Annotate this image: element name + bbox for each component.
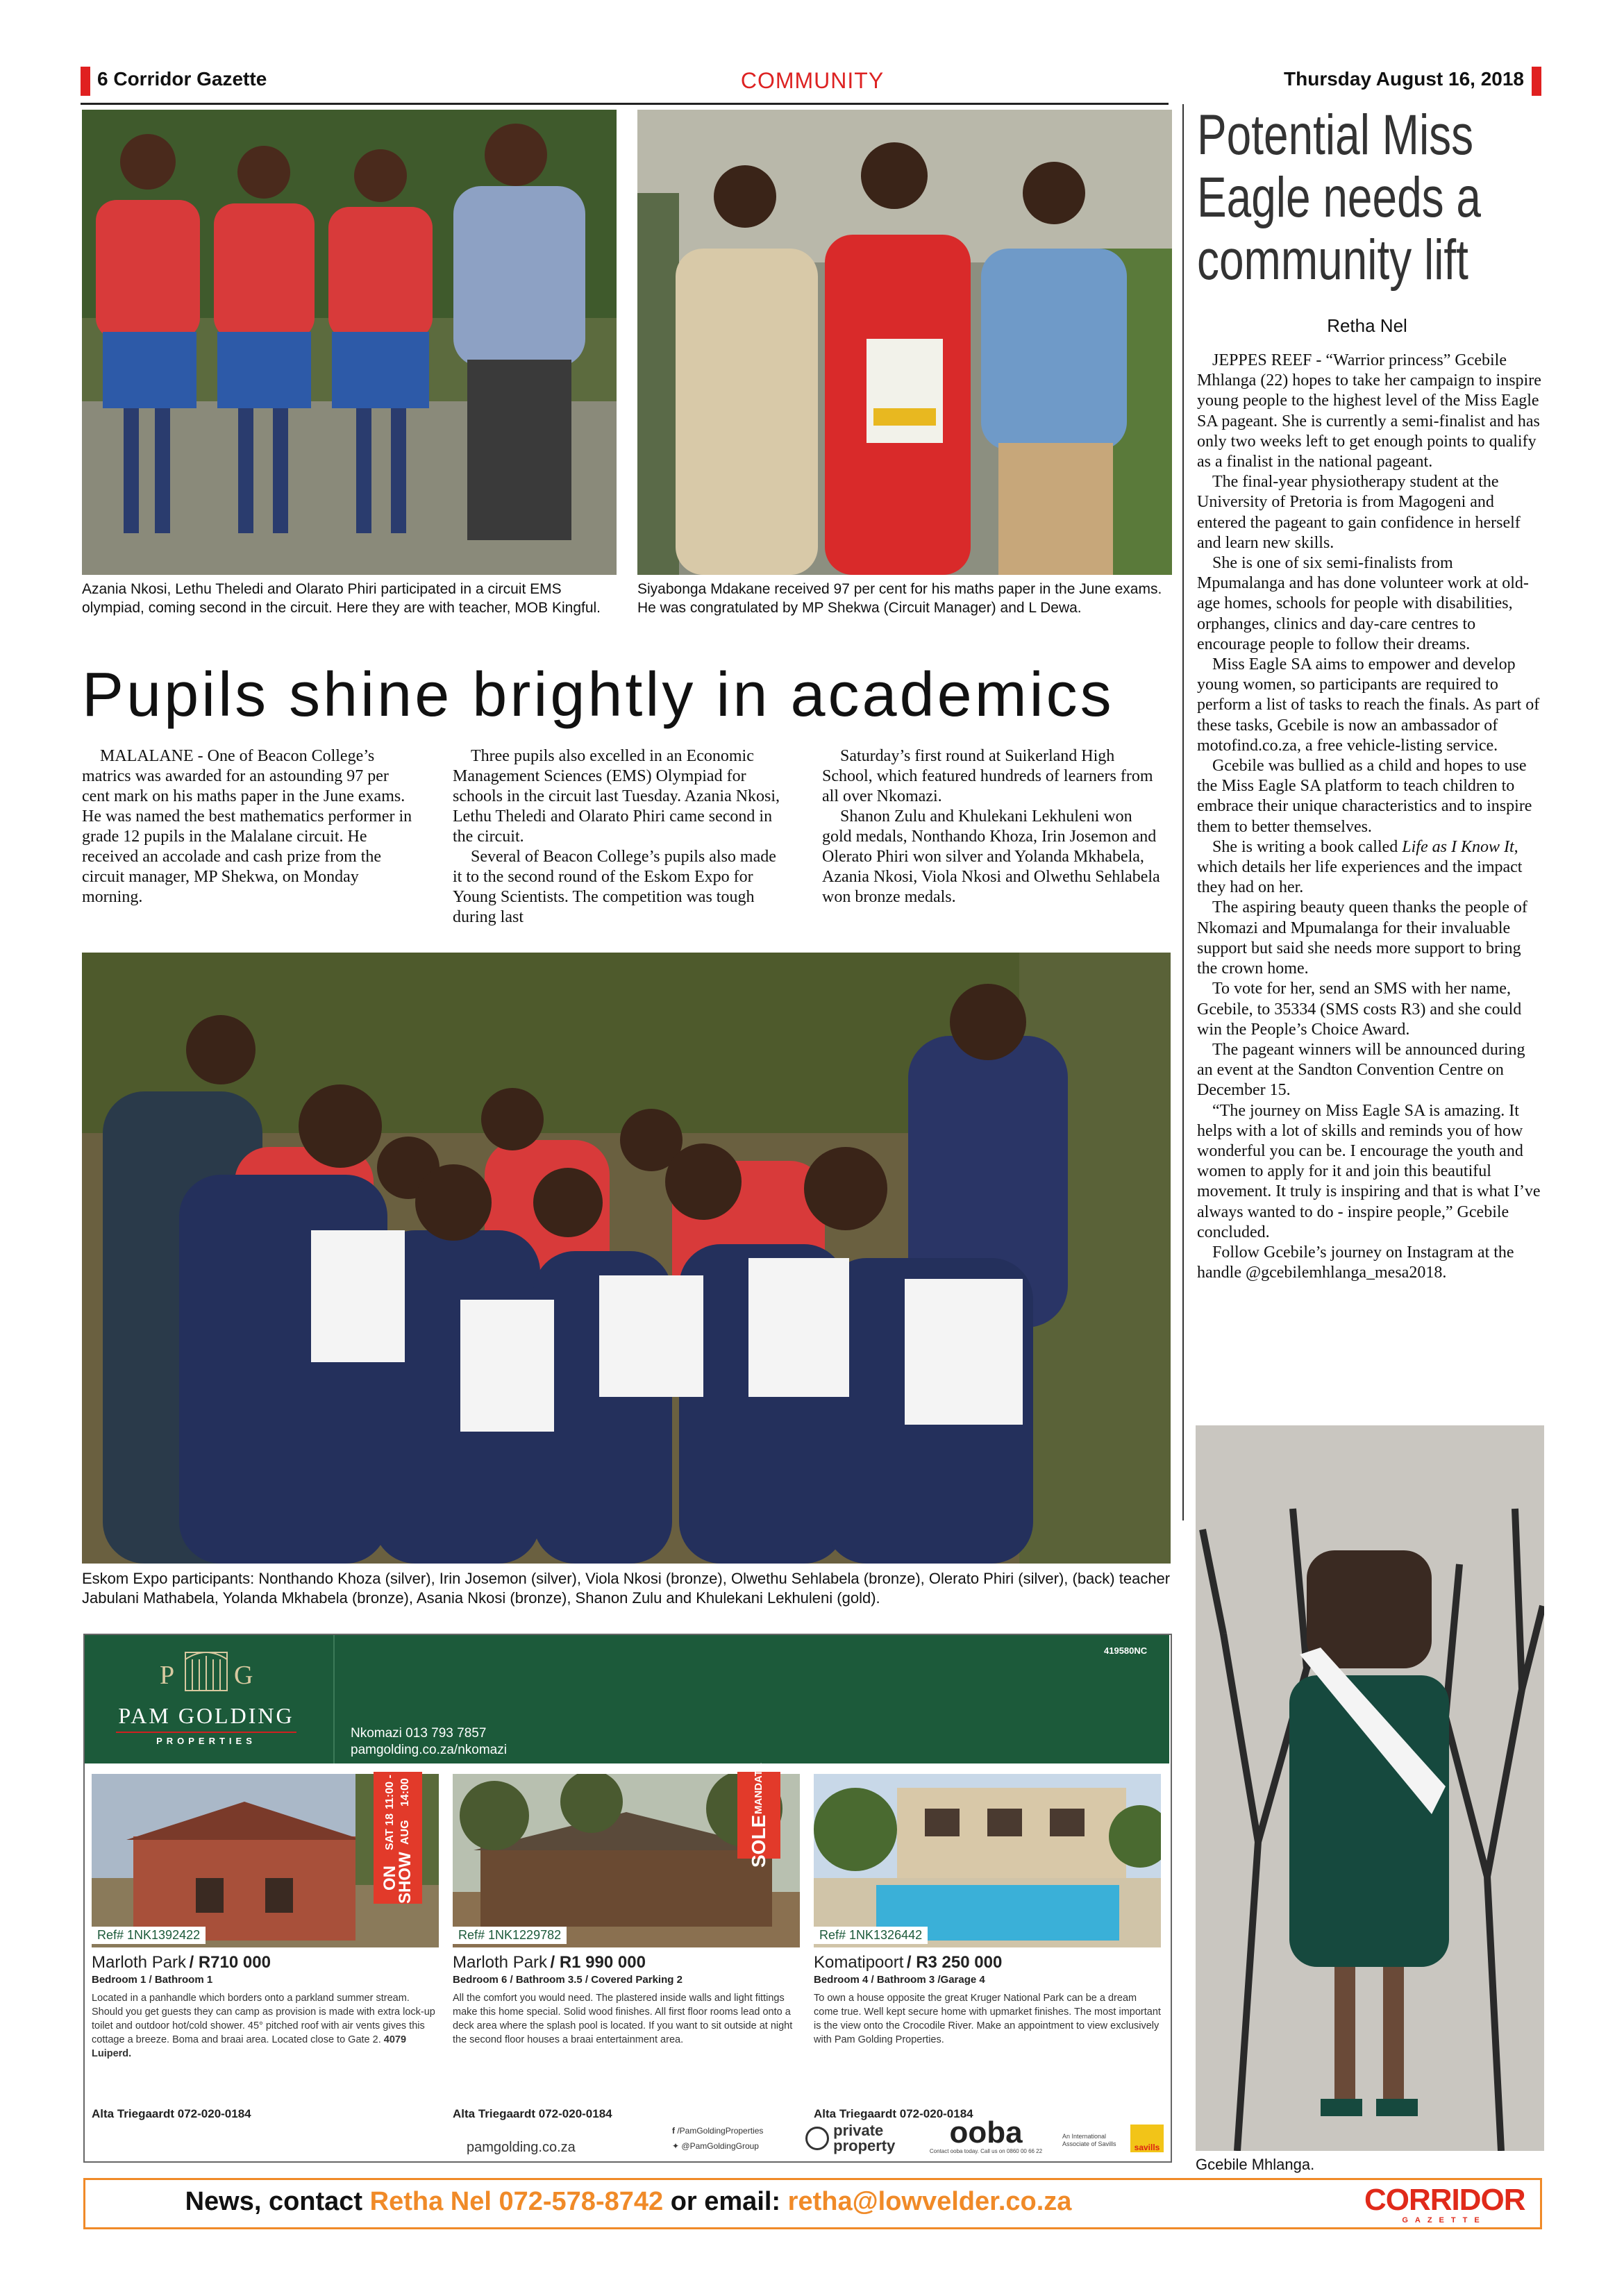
section-label: COMMUNITY: [740, 68, 885, 93]
on-show-badge: [374, 1772, 422, 1904]
advert-url: pamgolding.co.za/nkomazi: [351, 1743, 507, 1757]
paragraph: She is one of six semi-finalists from Mpumalanga and has done volunteer work at old-age homes, schools for people with disabilities, orphanges, clinics and day-care centres to encourage people to follow their dreams.: [1197, 554, 1529, 653]
listing-ref: Ref# 1NK1229782: [453, 1927, 567, 1944]
badge-line: SAT 18 AUG: [384, 1813, 411, 1851]
paragraph: MALALANE - One of Beacon College’s matrics was awarded for an astounding 97 per cent mark on his maths paper in the June exams. He was named the best mathematics performer in grade 12 pupils in the Malalane circuit. He received an accolade and cash prize from the circuit manager, MP Shekwa, on Monday morning.: [82, 747, 412, 906]
listing-price: / R3 250 000: [906, 1953, 1003, 1972]
paragraph: Saturday’s first round at Suikerland High School, which featured hundreds of learners from all over Nkomazi.: [822, 747, 1153, 805]
paragraph: Follow Gcebile’s journey on Instagram at the handle @gcebilemhlanga_mesa2018.: [1197, 1243, 1514, 1282]
footer-middle: or email:: [670, 2187, 781, 2216]
header-rule: [81, 103, 1169, 105]
footer-phone[interactable]: Retha Nel 072-578-8742: [369, 2187, 664, 2216]
photo-olympiad-pupils: [82, 110, 617, 575]
advert-site[interactable]: pamgolding.co.za: [467, 2140, 576, 2155]
svg-text:G: G: [234, 1661, 253, 1690]
listing-agent: Alta Triegaardt 072-020-0184: [453, 2107, 612, 2120]
listing-place: Komatipoort: [814, 1953, 904, 1972]
side-byline: Retha Nel: [1327, 315, 1407, 336]
advert-social: [672, 2123, 763, 2154]
paragraph: Several of Beacon College’s pupils also made it to the second round of the Eskom Expo for Young Scientists. The competition was tough during last: [453, 848, 776, 926]
paragraph: Three pupils also excelled in an Economic Management Sciences (EMS) Olympiad for schools in the circuit last Tuesday. Azania Nkosi, Lethu Theledi and Olarato Phiri came second in the circuit.: [453, 747, 780, 846]
paragraph: Gcebile was bullied as a child and hopes to use the Miss Eagle SA platform to teach children to embrace their unique characteristics and to inspire them to better themselves.: [1197, 757, 1532, 836]
footer-prefix: News, contact: [185, 2187, 363, 2216]
listing-desc: [92, 1991, 439, 2061]
header-accent-right: [1532, 67, 1541, 96]
column-divider: [1182, 104, 1184, 1520]
footer-email[interactable]: retha@lowvelder.co.za: [787, 2187, 1072, 2216]
listing-ref: Ref# 1NK1326442: [814, 1927, 928, 1944]
pam-golding-logo: [92, 1645, 321, 1757]
private-property-text: private property: [833, 2122, 896, 2154]
page-label: 6 Corridor Gazette: [97, 68, 267, 90]
pam-golding-crest-icon: [92, 1645, 321, 1694]
listing-agent: Alta Triegaardt 072-020-0184: [92, 2107, 251, 2120]
paragraph: “The journey on Miss Eagle SA is amazing. It helps with a lot of skills and reminds you of how wonderful you can be. I encourage the youth and women to apply for it and join this beautiful movement. It truly is inspiring and that is what I’ve always wanted to do - inspire people,” Gcebile concluded.: [1197, 1101, 1541, 1241]
brand-subname: PROPERTIES: [156, 1736, 256, 1746]
brand-name: PAM GOLDING: [118, 1703, 294, 1728]
photo-gcebile-mhlanga: [1196, 1425, 1544, 2151]
listing-desc: To own a house opposite the great Kruger National Park can be a dream come true. Well kept secure home with upmarket finishes. The most important is the view onto the Crocodile River. Make an appointment to view exclusively with Pam Golding Properties.: [814, 1993, 1161, 2045]
listing-rooms: Bedroom 1 / Bathroom 1: [92, 1974, 213, 1986]
photo-eskom-caption: Eskom Expo participants: Nonthando Khoza (silver), Irin Josemon (silver), Viola Nkosi (bronze), Olwethu Sehlabela (bronze), Olerato Phiri (silver), (back) teacher Jabulani Mathabela, Yolanda Mkhabela (bronze), Asania Nkosi (bronze), Shanon Zulu and Khulekani Lekhuleni (gold).: [82, 1570, 1171, 1607]
photo-maths-award: [637, 110, 1172, 575]
facebook-icon: f: [672, 2126, 675, 2136]
listing-price: / R710 000: [189, 1953, 271, 1972]
paragraph: The pageant winners will be announced during an event at the Sandton Convention Centre on December 15.: [1197, 1040, 1525, 1100]
twitter-icon: ✦: [672, 2141, 680, 2151]
gazette-logo-sub: GAZETTE: [1402, 2216, 1487, 2224]
paragraph: To vote for her, send an SMS with her name, Gcebile, to 35334 (SMS costs R3) and she could win the People’s Choice Award.: [1197, 980, 1522, 1039]
listing-desc: All the comfort you would need. The plastered inside walls and light fittings make this home special. Solid wood finishes. All first floor rooms lead onto a deck area where the splash pool is located. If you want to sit outside at night the second floor houses a braai entertainment area.: [453, 1993, 793, 2045]
side-headline: Potential Miss Eagle needs a community lift: [1197, 103, 1481, 292]
photo-gcebile-caption: Gcebile Mhlanga.: [1196, 2156, 1315, 2173]
listing-agent: Alta Triegaardt 072-020-0184: [814, 2107, 973, 2120]
listing-desc-text: Located in a panhandle which borders onto a parkland summer stream. Should you get guests they can camp as provision is made with extra lock-up toilet and outdoor hot/cold shower. 45° pitched roof with air vents gives this cottage a breeze. Boma and braai area. Located close to Gate 2.: [92, 1993, 435, 2045]
side-article-body: [1197, 351, 1543, 1283]
ooba-logo: [916, 2115, 1055, 2154]
issue-date: Thursday August 16, 2018: [1284, 68, 1524, 90]
listing-price: / R1 990 000: [550, 1953, 646, 1972]
listing-place: Marloth Park: [92, 1953, 187, 1972]
paragraph: The final-year physiotherapy student at the University of Pretoria is from Magogeni and entered the pageant to gain confidence in herself and learn new skills.: [1197, 473, 1521, 552]
listing-card[interactable]: [814, 1774, 1161, 2135]
paragraph: She is writing a book called Life as I Know It, which details her life experiences and the impact they had on her.: [1197, 837, 1523, 897]
listing-rooms: Bedroom 4 / Bathroom 3 /Garage 4: [814, 1974, 985, 1986]
paragraph: JEPPES REEF - “Warrior princess” Gcebile Mhlanga (22) hopes to take her campaign to inspire young people to the highest level of the Miss Eagle SA pageant. She is currently a semi-finalist and has only two weeks left to get enough points to qualify as a finalist in the national pageant.: [1197, 351, 1541, 471]
savills-note: An International Associate of Savills: [1062, 2133, 1116, 2147]
main-article-col3: [822, 746, 1162, 907]
listing-photo: [814, 1774, 1161, 1947]
main-article-col1: [82, 746, 415, 907]
svg-text:P: P: [160, 1661, 175, 1690]
facebook-handle[interactable]: /PamGoldingProperties: [677, 2126, 764, 2136]
badge-line: ON SHOW: [380, 1852, 415, 1904]
photo-maths-caption: Siyabonga Mdakane received 97 per cent for his maths paper in the June exams. He was congratulated by MP Shekwa (Circuit Manager) and L Dewa.: [637, 581, 1162, 616]
footer-contact: [83, 2187, 1173, 2217]
advert-phone: Nkomazi 013 793 7857: [351, 1726, 487, 1741]
photo-eskom-expo-group: [82, 953, 1171, 1564]
advert-header-divider: [333, 1635, 335, 1763]
main-headline: Pupils shine brightly in academics: [82, 660, 1114, 730]
sole-mandate-badge: [737, 1763, 780, 1868]
badge-line: MANDATE: [753, 1763, 764, 1815]
header-accent-left: [81, 67, 90, 96]
badge-line: 11:00 - 14:00: [384, 1775, 411, 1810]
advert-ref-code: 419580NC: [1104, 1645, 1148, 1656]
corridor-logo: CORRIDOR: [1364, 2183, 1525, 2217]
listing-rooms: Bedroom 6 / Bathroom 3.5 / Covered Parking 2: [453, 1974, 683, 1986]
ooba-note: Contact ooba today. Call us on 0860 00 66 22: [929, 2148, 1043, 2154]
savills-logo: savills: [1130, 2125, 1164, 2152]
paragraph: Shanon Zulu and Khulekani Lekhuleni won gold medals, Nonthando Khoza, Irin Josemon and Olerato Phiri won silver and Yolanda Mkhabela, Azania Nkosi, Viola Nkosi and Olwethu Sehlabela won bronze medals.: [822, 807, 1160, 906]
listing-place: Marloth Park: [453, 1953, 548, 1972]
private-property-logo: [805, 2123, 910, 2154]
paragraph: The aspiring beauty queen thanks the people of Nkomazi and Mpumalanga for their invaluable support but said she needs more support to bring the crown home.: [1197, 898, 1527, 978]
private-property-icon: [805, 2127, 829, 2150]
badge-line: SOLE: [748, 1814, 769, 1868]
listing-address: 4079 Luiperd.: [92, 2034, 407, 2059]
main-article-col2: [453, 746, 785, 928]
listing-ref: Ref# 1NK1392422: [92, 1927, 206, 1944]
paragraph: Miss Eagle SA aims to empower and develop young women, so participants are required to perform a list of tasks to reach the finals. As part of these tasks, Gcebile is now an ambassador of motofind.co.za, a free vehicle-listing service.: [1197, 655, 1540, 755]
advert-contact: [351, 1725, 507, 1759]
ooba-text: ooba: [949, 2115, 1023, 2150]
twitter-handle[interactable]: @PamGoldingGroup: [681, 2141, 759, 2151]
photo-olympiad-caption: Azania Nkosi, Lethu Theledi and Olarato Phiri participated in a circuit EMS olympiad, coming second in the circuit. Here they are with teacher, MOB Kingful.: [82, 581, 601, 616]
